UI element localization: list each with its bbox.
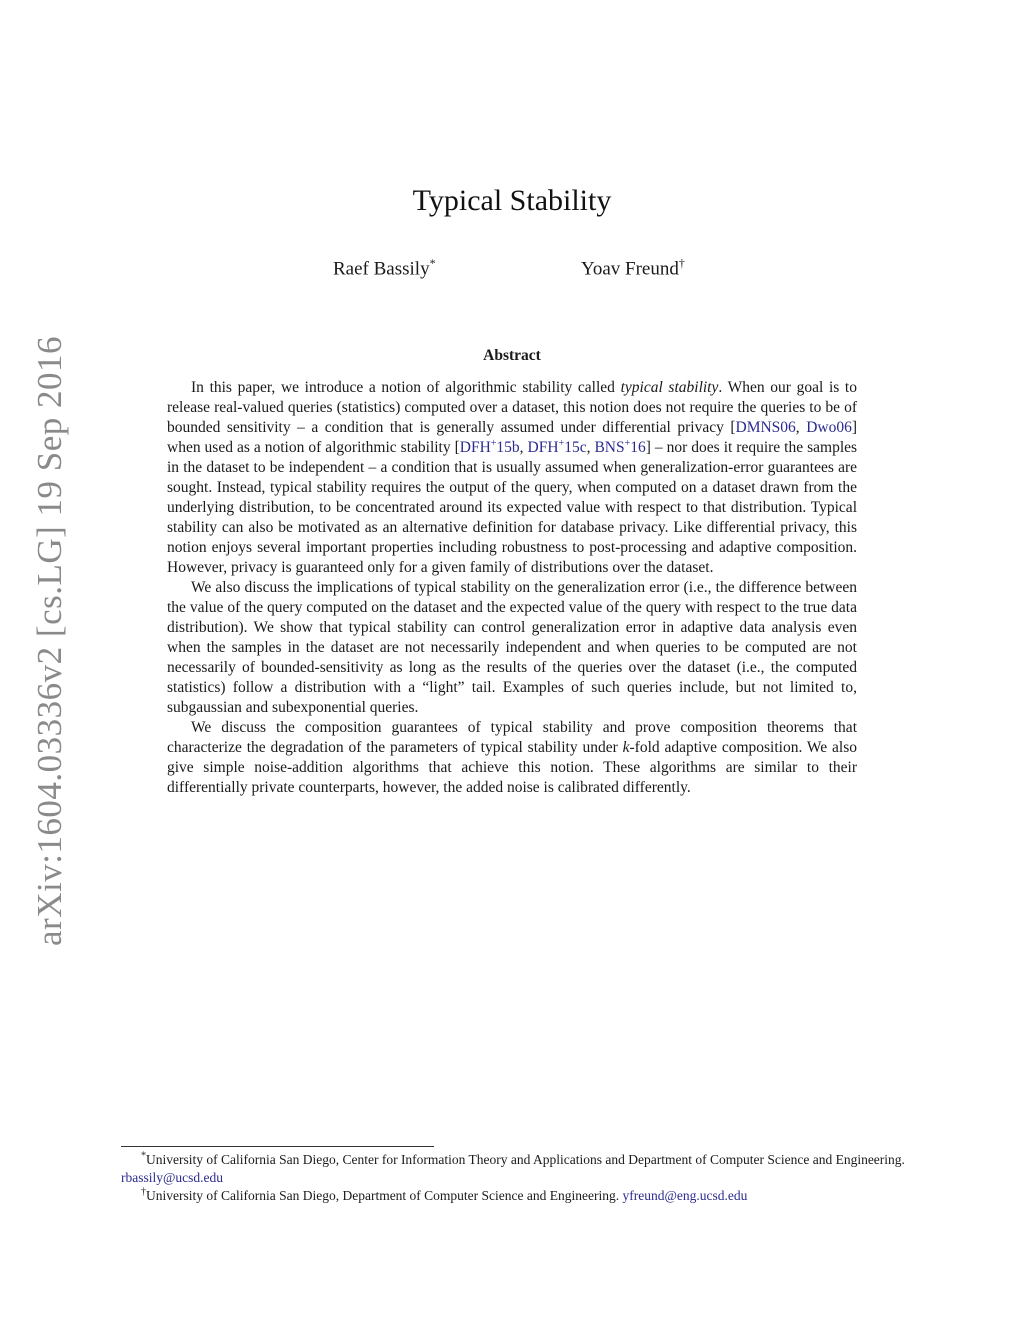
term-typical-stability: typical stability bbox=[620, 379, 719, 396]
citation-link[interactable]: DFH+15c bbox=[527, 437, 587, 456]
author-bassily bbox=[333, 256, 436, 280]
citation-link[interactable]: DMNS06 bbox=[735, 419, 796, 436]
author-name: Raef Bassily bbox=[333, 258, 430, 280]
footnote-mark: * bbox=[141, 1150, 146, 1162]
citation-link[interactable]: Dwo06 bbox=[806, 419, 852, 436]
author-name: Yoav Freund bbox=[581, 258, 679, 280]
author-freund bbox=[581, 256, 685, 280]
footnote-divider bbox=[121, 1146, 434, 1147]
arxiv-identifier-stamp: arXiv:1604.03336v2 [cs.LG] 19 Sep 2016 bbox=[30, 335, 69, 946]
email-link[interactable]: yfreund@eng.ucsd.edu bbox=[622, 1188, 748, 1203]
footnote-1: *University of California San Diego, Center for Information Theory and Applications and Department of Computer Science and Engineering. rbassily@ucsd.edu bbox=[121, 1150, 905, 1185]
author-footnote-mark[interactable]: * bbox=[429, 256, 436, 270]
footnote-mark: † bbox=[141, 1186, 146, 1198]
abstract-paragraph-1: In this paper, we introduce a notion of algorithmic stability called typical stability. When our goal is to release real-valued queries (statistics) computed over a dataset, this notion does not require the queries to be of bounded sensitivity – a condition that is generally assumed under differential privacy [DMNS06, Dwo06] when used as a notion of algorithmic stability [DFH+15b, DFH+15c, BNS+16] – nor does it require the samples in the dataset to be independent – a condition that is usually assumed when generalization-error guarantees are sought. Instead, typical stability requires the output of the query, when computed on a dataset drawn from the underlying distribution, to be concentrated around its expected value with respect to that distribution. Typical stability can also be motivated as an alternative definition for database privacy. Like differential privacy, this notion enjoys several important properties including robustness to post-processing and adaptive composition. However, privacy is guaranteed only for a given family of distributions over the dataset. bbox=[167, 379, 858, 576]
paper-title: Typical Stability bbox=[412, 184, 612, 217]
abstract-paragraph-3: We discuss the composition guarantees of typical stability and prove composition theorems that characterize the degradation of the parameters of typical stability under k-fold adaptive composition. We also give simple noise-addition algorithms that achieve this notion. These algorithms are similar to their differentially private counterparts, however, the added noise is calibrated differently. bbox=[167, 719, 857, 796]
author-footnote-mark[interactable]: † bbox=[678, 256, 685, 270]
email-link[interactable]: rbassily@ucsd.edu bbox=[121, 1170, 224, 1185]
abstract-body bbox=[167, 378, 857, 798]
variable-k: k bbox=[622, 739, 630, 756]
footnotes bbox=[121, 1151, 905, 1205]
abstract-paragraph-2: We also discuss the implications of typical stability on the generalization error (i.e., the difference between the value of the query computed on the dataset and the expected value of the query with respect to the true data distribution). We show that typical stability can control generalization error in adaptive data analysis even when the samples in the dataset are not necessarily independent and when queries to be computed are not necessarily of bounded-sensitivity as long as the results of the queries over the dataset (i.e., the computed statistics) follow a distribution with a “light” tail. Examples of such queries include, but not limited to, subgaussian and subexponential queries. bbox=[167, 579, 857, 716]
abstract-heading: Abstract bbox=[483, 347, 541, 364]
citation-link[interactable]: DFH+15b bbox=[459, 437, 520, 456]
citation-link[interactable]: BNS+16 bbox=[594, 437, 646, 456]
footnote-2: †University of California San Diego, Department of Computer Science and Engineering. yfreund@eng.ucsd.edu bbox=[141, 1186, 748, 1203]
